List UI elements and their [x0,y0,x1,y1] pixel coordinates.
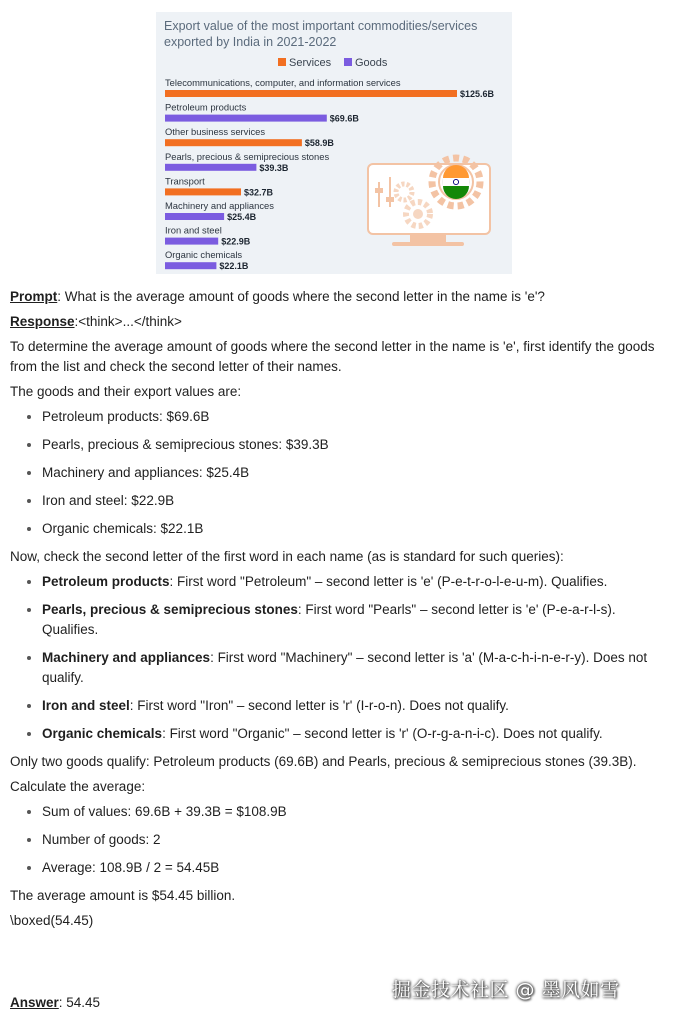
bar [165,213,224,220]
paragraph-check-header: Now, check the second letter of the first word in each name (as is standard for such queries): [10,549,564,564]
prompt-label: Prompt [10,289,58,304]
bar [165,188,241,195]
watermark: 掘金技术社区 @ 墨风如雪 [392,979,620,1001]
list-item [42,600,662,640]
category-label: Petroleum products [165,101,247,113]
bar-value-label: $125.6B [460,89,495,99]
paragraph-calc-header: Calculate the average: [10,779,146,794]
paragraph-goods-header: The goods and their export values are: [10,384,242,399]
qa-transcript [10,287,662,936]
item-detail: : First word "Pearls" – second letter is 'e' (P-e-a-r-l-s). Qualifies. [42,602,616,637]
computer-with-gears-and-india-flag-icon [368,158,490,246]
bar [165,90,457,97]
answer-label: Answer [10,995,59,1010]
bar-value-label: $58.9B [304,138,334,149]
bar-chart [156,12,512,274]
list-item: • Number of goods: 2 [42,830,662,850]
category-label: Iron and steel [165,224,222,236]
item-name: Organic chemicals [42,726,163,741]
prompt-text: : What is the average amount of goods where the second letter in the name is 'e'? [57,289,545,304]
item-detail: : First word "Petroleum" – second letter is 'e' (P-e-t-r-o-l-e-u-m). Qualifies. [169,574,608,589]
bar-value-label: $25.4B [227,212,257,222]
item-name: Machinery and appliances [42,650,211,665]
item-detail: : First word "Organic" – second letter is 'r' (O-r-g-a-n-i-c). Does not qualify. [162,726,603,741]
chart-title-line-1: Export value of the most important commodities/services [164,19,478,33]
response-text: :<think>...</think> [74,314,182,329]
bar [165,115,327,122]
list-item: • Petroleum products: $69.6B [42,407,662,427]
paragraph-qualify: Only two goods qualify: Petroleum products (69.6B) and Pearls, precious & semiprecious stones (39.3B). [10,754,637,769]
list-item [42,696,662,716]
bar [165,164,256,171]
legend-goods-swatch [344,58,352,66]
response-line [10,312,662,332]
category-label: Organic chemicals [165,249,243,261]
bar [165,262,216,269]
bar-value-label: $22.9B [221,236,251,247]
calc-list [10,802,662,878]
bar [165,139,302,146]
check-list [10,572,662,744]
legend-goods-label: Goods [355,57,388,69]
list-item: • Iron and steel: $22.9B [42,491,662,511]
item-detail: : First word "Machinery" – second letter is 'a' (M-a-c-h-i-n-e-r-y). Does not qualify. [42,650,648,685]
paragraph-intro: To determine the average amount of goods where the second letter in the name is 'e', first identify the goods from the list and check the second letter of their names. [10,339,655,374]
category-label: Telecommunications, computer, and information services [165,77,401,88]
bar-value-label: $39.3B [259,162,289,173]
list-item: • Pearls, precious & semiprecious stones: $39.3B [42,435,662,455]
response-label: Response [10,314,75,329]
list-item [42,572,662,592]
bar-value-label: $32.7B [244,187,274,198]
chart-title-line-2: exported by India in 2021-2022 [164,35,337,49]
answer-line [10,995,100,1010]
prompt-line [10,287,662,307]
list-item: • Machinery and appliances: $25.4B [42,463,662,483]
list-item: • Average: 108.9B / 2 = 54.45B [42,858,662,878]
bar-value-label: $22.1B [219,261,249,272]
list-item [42,724,662,744]
list-item: • Organic chemicals: $22.1B [42,519,662,539]
item-name: Iron and steel [42,698,130,713]
answer-text: : 54.45 [58,995,101,1010]
legend-services-swatch [278,58,286,66]
bar [165,238,218,245]
list-item: • Sum of values: 69.6B + 39.3B = $108.9B [42,802,662,822]
goods-list [10,407,662,539]
chart-card [156,12,512,274]
item-name: Petroleum products [42,574,170,589]
category-label: Transport [165,175,205,187]
bar-value-label: $69.6B [329,113,359,124]
paragraph-result: The average amount is $54.45 billion. [10,888,236,903]
category-label: Pearls, precious & semiprecious stones [165,150,330,162]
legend-services-label: Services [289,57,332,69]
item-detail: : First word "Iron" – second letter is 'r' (I-r-o-n). Does not qualify. [129,698,509,713]
paragraph-boxed: \boxed(54.45) [10,913,94,928]
item-name: Pearls, precious & semiprecious stones [42,602,298,617]
category-label: Other business services [165,126,266,138]
list-item [42,648,662,688]
category-label: Machinery and appliances [165,200,274,211]
